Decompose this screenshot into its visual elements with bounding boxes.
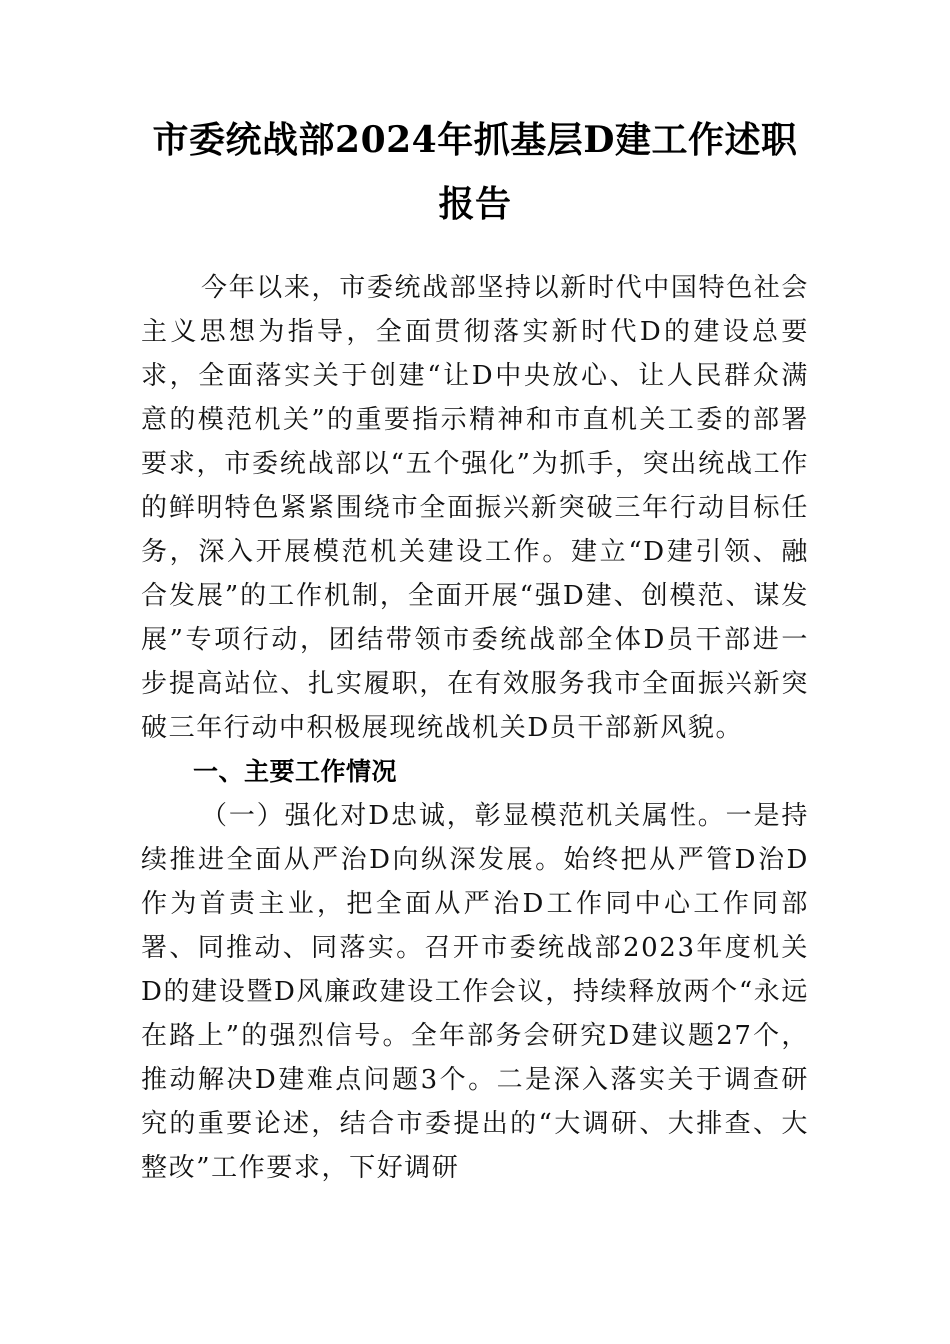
paragraph-section-one-item-a: （一）强化对D忠诚，彰显模范机关属性。一是持续推进全面从严治D向纵深发展。始终把从严管D治D作为首责主业，把全面从严治D工作同中心工作同部署、同推动、同落实。召开市委统战部2023年度机关D的建设暨D风廉政建设工作会议，持续释放两个“永远在路上”的强烈信号。全年部务会研究D建议题27个，推动解决D建难点问题3个。二是深入落实关于调查研究的重要论述，结合市委提出的“大调研、大排查、大整改”工作要求，下好调研: [141, 801, 809, 1183]
paragraph-intro: 今年以来，市委统战部坚持以新时代中国特色社会主义思想为指导，全面贯彻落实新时代D的建设总要求，全面落实关于创建“让D中央放心、让人民群众满意的模范机关”的重要指示精神和市直机关工委的部署要求，市委统战部以“五个强化”为抓手，突出统战工作的鲜明特色紧紧围绕市全面振兴新突破三年行动目标任务，深入开展模范机关建设工作。建立“D建引领、融合发展”的工作机制，全面开展“强D建、创模范、谋发展”专项行动，团结带领市委统战部全体D员干部进一步提高站位、扎实履职，在有效服务我市全面振兴新突破三年行动中积极展现统战机关D员干部新风貌。: [141, 273, 809, 743]
section-heading-main-work: 一、主要工作情况: [193, 758, 398, 786]
title-body-spacer: [141, 236, 809, 266]
page-title: 市委统战部2024年抓基层D建工作述职报告: [152, 119, 798, 225]
document-body: [141, 108, 809, 1190]
